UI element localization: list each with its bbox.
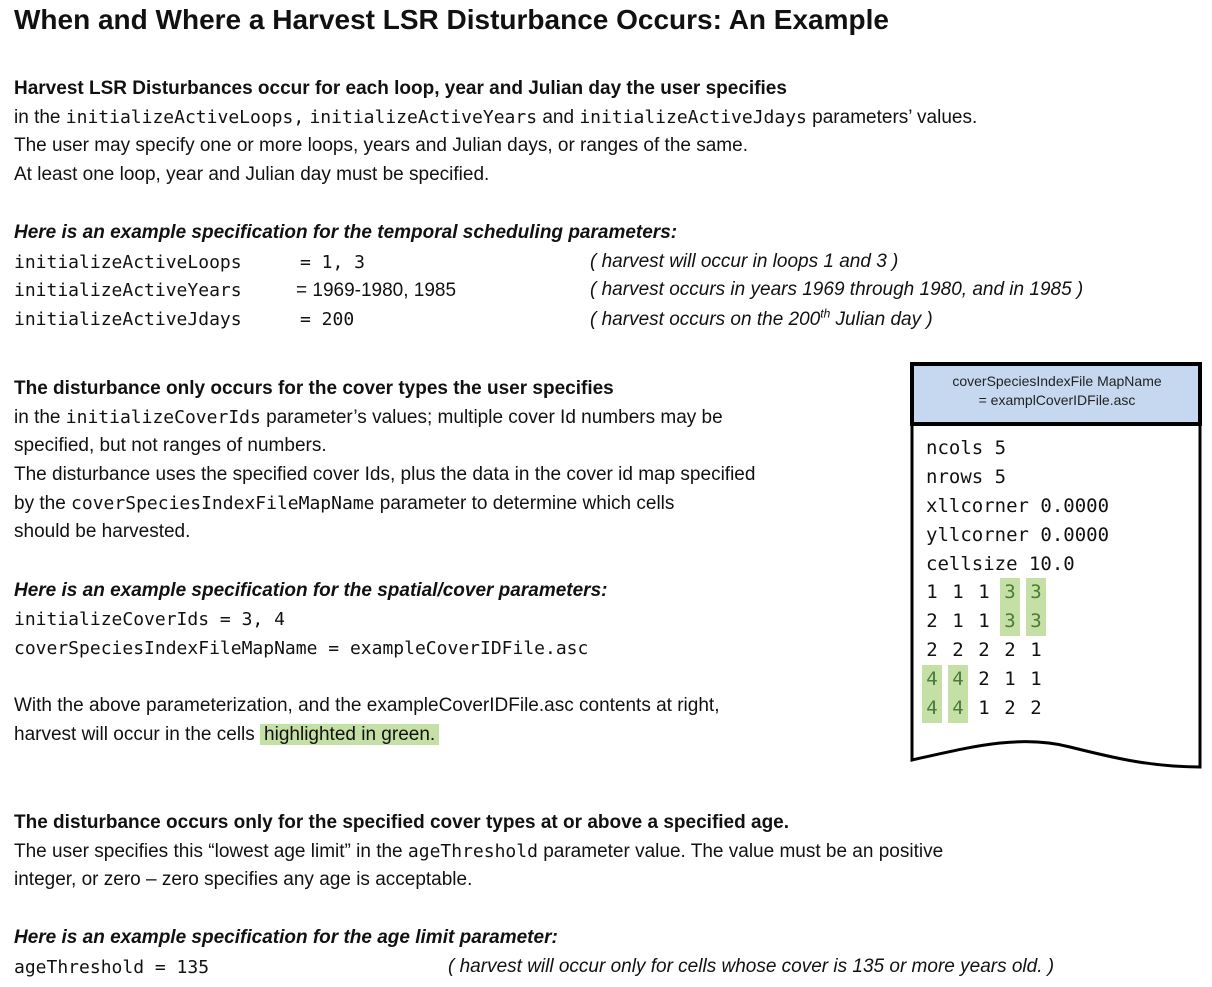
grid-row [922, 665, 1052, 694]
section3-line3: specified, but not ranges of numbers. [14, 435, 327, 456]
note-text: Julian day ) [830, 309, 933, 330]
file-box-header-line1: coverSpeciesIndexFile MapName [952, 373, 1162, 389]
section3-line5 [14, 489, 674, 518]
temporal-param-3-name: initializeActiveJdays [14, 309, 242, 330]
file-line-xllcorner: xllcorner 0.0000 [926, 495, 1110, 517]
grid-cell: 1 [952, 610, 964, 632]
file-box-header-lines [926, 434, 1109, 579]
text: by the [14, 493, 66, 514]
section4-heading: Here is an example specification for the spatial/cover parameters: [14, 580, 608, 601]
section3-line4: The disturbance uses the specified cover Ids, plus the data in the cover id map specified [14, 464, 756, 485]
section4-line3: With the above parameterization, and the exampleCoverIDFile.asc contents at right, [14, 695, 720, 716]
param-cover-ids: initializeCoverIds [65, 407, 261, 428]
note-text: ( harvest occurs on the 200 [590, 309, 821, 330]
grid-cell-highlighted: 4 [948, 665, 968, 694]
grid-cell-highlighted: 4 [922, 665, 942, 694]
age-param: ageThreshold = 135 [14, 957, 210, 978]
section5-line3: integer, or zero – zero specifies any age is acceptable. [14, 869, 473, 890]
param-cover-species-map: coverSpeciesIndexFileMapName [71, 493, 375, 514]
grid-cell-highlighted: 4 [922, 694, 942, 723]
section3-line6: should be harvested. [14, 521, 191, 542]
file-box-header-line2: = examplCoverIDFile.asc [978, 392, 1136, 408]
text: parameter’s values; multiple cover Id numbers may be [266, 407, 723, 428]
grid-cell-highlighted: 3 [1000, 607, 1020, 636]
file-line-yllcorner: yllcorner 0.0000 [926, 524, 1110, 546]
grid-cell: 2 [1030, 697, 1042, 719]
grid-cell: 1 [978, 581, 990, 603]
grid-cell-highlighted: 3 [1026, 578, 1046, 607]
age-param-note: ( harvest will occur only for cells whose cover is 135 or more years old. ) [448, 956, 1055, 977]
section1-heading: Harvest LSR Disturbances occur for each loop, year and Julian day the user specifies [14, 78, 787, 99]
grid-cell: 1 [978, 610, 990, 632]
grid-cell-highlighted: 3 [1000, 578, 1020, 607]
grid-cell: 1 [926, 581, 938, 603]
section1-line3: The user may specify one or more loops, years and Julian days, or ranges of the same. [14, 135, 748, 156]
grid-cell: 2 [978, 639, 990, 661]
section1-line4: At least one loop, year and Julian day must be specified. [14, 164, 490, 185]
text: parameter to determine which cells [379, 493, 675, 514]
temporal-param-3-note [590, 305, 933, 334]
temporal-param-2-note: ( harvest occurs in years 1969 through 1980, and in 1985 ) [590, 279, 1084, 300]
section4-line4 [14, 720, 439, 749]
section5-heading: The disturbance occurs only for the specified cover types at or above a specified age. [14, 812, 790, 833]
spatial-param-1: initializeCoverIds = 3, 4 [14, 609, 285, 630]
page-title: When and Where a Harvest LSR Disturbance Occurs: An Example [14, 4, 889, 35]
grid-cell: 1 [1004, 668, 1016, 690]
text: and [542, 107, 575, 128]
grid-cell: 1 [978, 697, 990, 719]
grid-row [922, 694, 1052, 723]
grid-cell: 1 [952, 581, 964, 603]
section3-heading: The disturbance only occurs for the cover types the user specifies [14, 378, 614, 399]
param-active-jdays: initializeActiveJdays [579, 107, 807, 128]
spatial-param-2: coverSpeciesIndexFileMapName = exampleCoverIDFile.asc [14, 638, 589, 659]
file-box-header [916, 366, 1198, 422]
text: The user specifies this “lowest age limit” in the [14, 841, 403, 862]
grid-cell-highlighted: 4 [948, 694, 968, 723]
grid-cell: 1 [1030, 668, 1042, 690]
grid-cell: 2 [1004, 697, 1016, 719]
section1-line2 [14, 103, 977, 132]
text: in the [14, 407, 61, 428]
grid-cell: 2 [926, 610, 938, 632]
file-line-cellsize: cellsize 10.0 [926, 553, 1075, 575]
example-file-box [910, 362, 1204, 774]
grid-row [922, 578, 1052, 607]
temporal-param-1-note: ( harvest will occur in loops 1 and 3 ) [590, 251, 899, 272]
file-line-ncols: ncols 5 [926, 437, 1007, 459]
temporal-param-3-value: = 200 [300, 309, 355, 330]
section5-line2 [14, 837, 943, 866]
grid-cell: 2 [926, 639, 938, 661]
temporal-param-2-name: initializeActiveYears [14, 280, 242, 301]
temporal-param-1-value: = 1, 3 [300, 252, 366, 273]
temporal-param-2-value: = 1969-1980, 1985 [296, 280, 457, 301]
section3-line2 [14, 403, 723, 432]
ordinal-superscript: th [820, 306, 831, 321]
text: harvest will occur in the cells [14, 724, 255, 745]
temporal-param-1-name: initializeActiveLoops [14, 252, 242, 273]
text: in the [14, 107, 61, 128]
grid-cell: 2 [978, 668, 990, 690]
grid-cell: 1 [1030, 639, 1042, 661]
text: parameters’ values. [812, 107, 978, 128]
param-age-threshold: ageThreshold [407, 841, 538, 862]
grid-cell-highlighted: 3 [1026, 607, 1046, 636]
section2-heading: Here is an example specification for the temporal scheduling parameters: [14, 222, 678, 243]
cover-id-grid [922, 578, 1052, 723]
param-active-loops: initializeActiveLoops, [65, 107, 305, 128]
text: parameter value. The value must be an positive [543, 841, 944, 862]
green-highlight-label: highlighted in green. [260, 724, 439, 745]
grid-row [922, 636, 1052, 665]
param-active-years: initializeActiveYears [309, 107, 538, 128]
grid-row [922, 607, 1052, 636]
file-line-nrows: nrows 5 [926, 466, 1007, 488]
section6-heading: Here is an example specification for the age limit parameter: [14, 927, 558, 948]
grid-cell: 2 [1004, 639, 1016, 661]
grid-cell: 2 [952, 639, 964, 661]
